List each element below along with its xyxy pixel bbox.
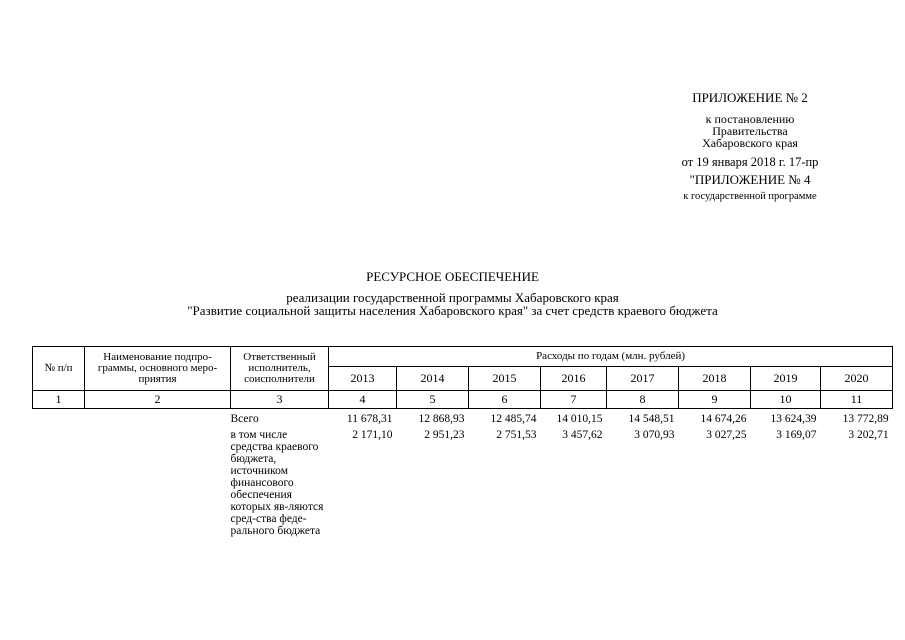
cell-name <box>85 409 231 428</box>
header-year: 2017 <box>607 367 679 391</box>
header-year: 2020 <box>821 367 893 391</box>
table-row <box>33 409 893 428</box>
cell-value: 14 548,51 <box>628 413 675 425</box>
cell-value: 11 678,31 <box>346 413 393 425</box>
column-number: 9 <box>679 391 751 409</box>
cell-responsible: в том числе средства краевого бюджета, источником финансового обеспечения которых яв-ляются сред-ства феде-рального бюджета <box>230 429 324 537</box>
column-number: 10 <box>751 391 821 409</box>
cell-value: 3 169,07 <box>776 429 817 441</box>
column-number: 5 <box>397 391 469 409</box>
cell-value: 12 868,93 <box>418 413 465 425</box>
header-expenses: Расходы по годам (млн. рублей) <box>329 347 893 367</box>
column-number: 8 <box>607 391 679 409</box>
annex-line-date: от 19 января 2018 г. 17-пр <box>681 155 819 169</box>
cell-responsible: Всего <box>230 413 259 425</box>
cell-name <box>85 427 231 537</box>
column-number: 2 <box>85 391 231 409</box>
header-year: 2016 <box>541 367 607 391</box>
cell-value: 13 772,89 <box>842 413 889 425</box>
cell-value: 3 027,25 <box>706 429 747 441</box>
cell-num <box>33 427 85 537</box>
heading-subtitle: реализации государственной программы Хабаровского края <box>286 290 619 305</box>
column-number: 11 <box>821 391 893 409</box>
cell-value: 14 674,26 <box>700 413 747 425</box>
header-year: 2015 <box>469 367 541 391</box>
annex-line-resolution: к постановлению <box>705 112 795 126</box>
table-row <box>33 427 893 537</box>
cell-value: 13 624,39 <box>770 413 817 425</box>
header-year: 2018 <box>679 367 751 391</box>
heading-program-name: "Развитие социальной защиты населения Хабаровского края" за счет средств краевого бюджета <box>187 303 718 318</box>
page-title: РЕСУРСНОЕ ОБЕСПЕЧЕНИЕ <box>366 269 539 284</box>
column-number: 7 <box>541 391 607 409</box>
cell-value: 3 070,93 <box>634 429 675 441</box>
header-name: Наименование подпро-граммы, основного меро-приятия <box>85 347 231 391</box>
column-number: 1 <box>33 391 85 409</box>
cell-value: 3 202,71 <box>848 429 889 441</box>
cell-value: 2 751,53 <box>496 429 537 441</box>
annex-line-government: Правительства <box>712 124 788 138</box>
annex-line-region: Хабаровского края <box>702 136 798 150</box>
header-year: 2019 <box>751 367 821 391</box>
column-number: 3 <box>231 391 329 409</box>
cell-value: 2 951,23 <box>424 429 465 441</box>
cell-value: 14 010,15 <box>556 413 603 425</box>
column-number: 6 <box>469 391 541 409</box>
column-number: 4 <box>329 391 397 409</box>
header-num: № п/п <box>33 347 85 391</box>
cell-value: 12 485,74 <box>490 413 537 425</box>
header-responsible: Ответственный исполнитель, соисполнители <box>231 347 329 391</box>
header-year: 2014 <box>397 367 469 391</box>
annex-title: ПРИЛОЖЕНИЕ № 2 <box>692 90 808 105</box>
cell-value: 3 457,62 <box>562 429 603 441</box>
cell-value: 2 171,10 <box>352 429 393 441</box>
annex-line-program: к государственной программе <box>683 191 817 202</box>
cell-num <box>33 409 85 428</box>
header-year: 2013 <box>329 367 397 391</box>
column-number-row <box>33 391 893 409</box>
resource-table <box>32 346 893 537</box>
annex-line-appendix4: "ПРИЛОЖЕНИЕ № 4 <box>689 172 811 187</box>
